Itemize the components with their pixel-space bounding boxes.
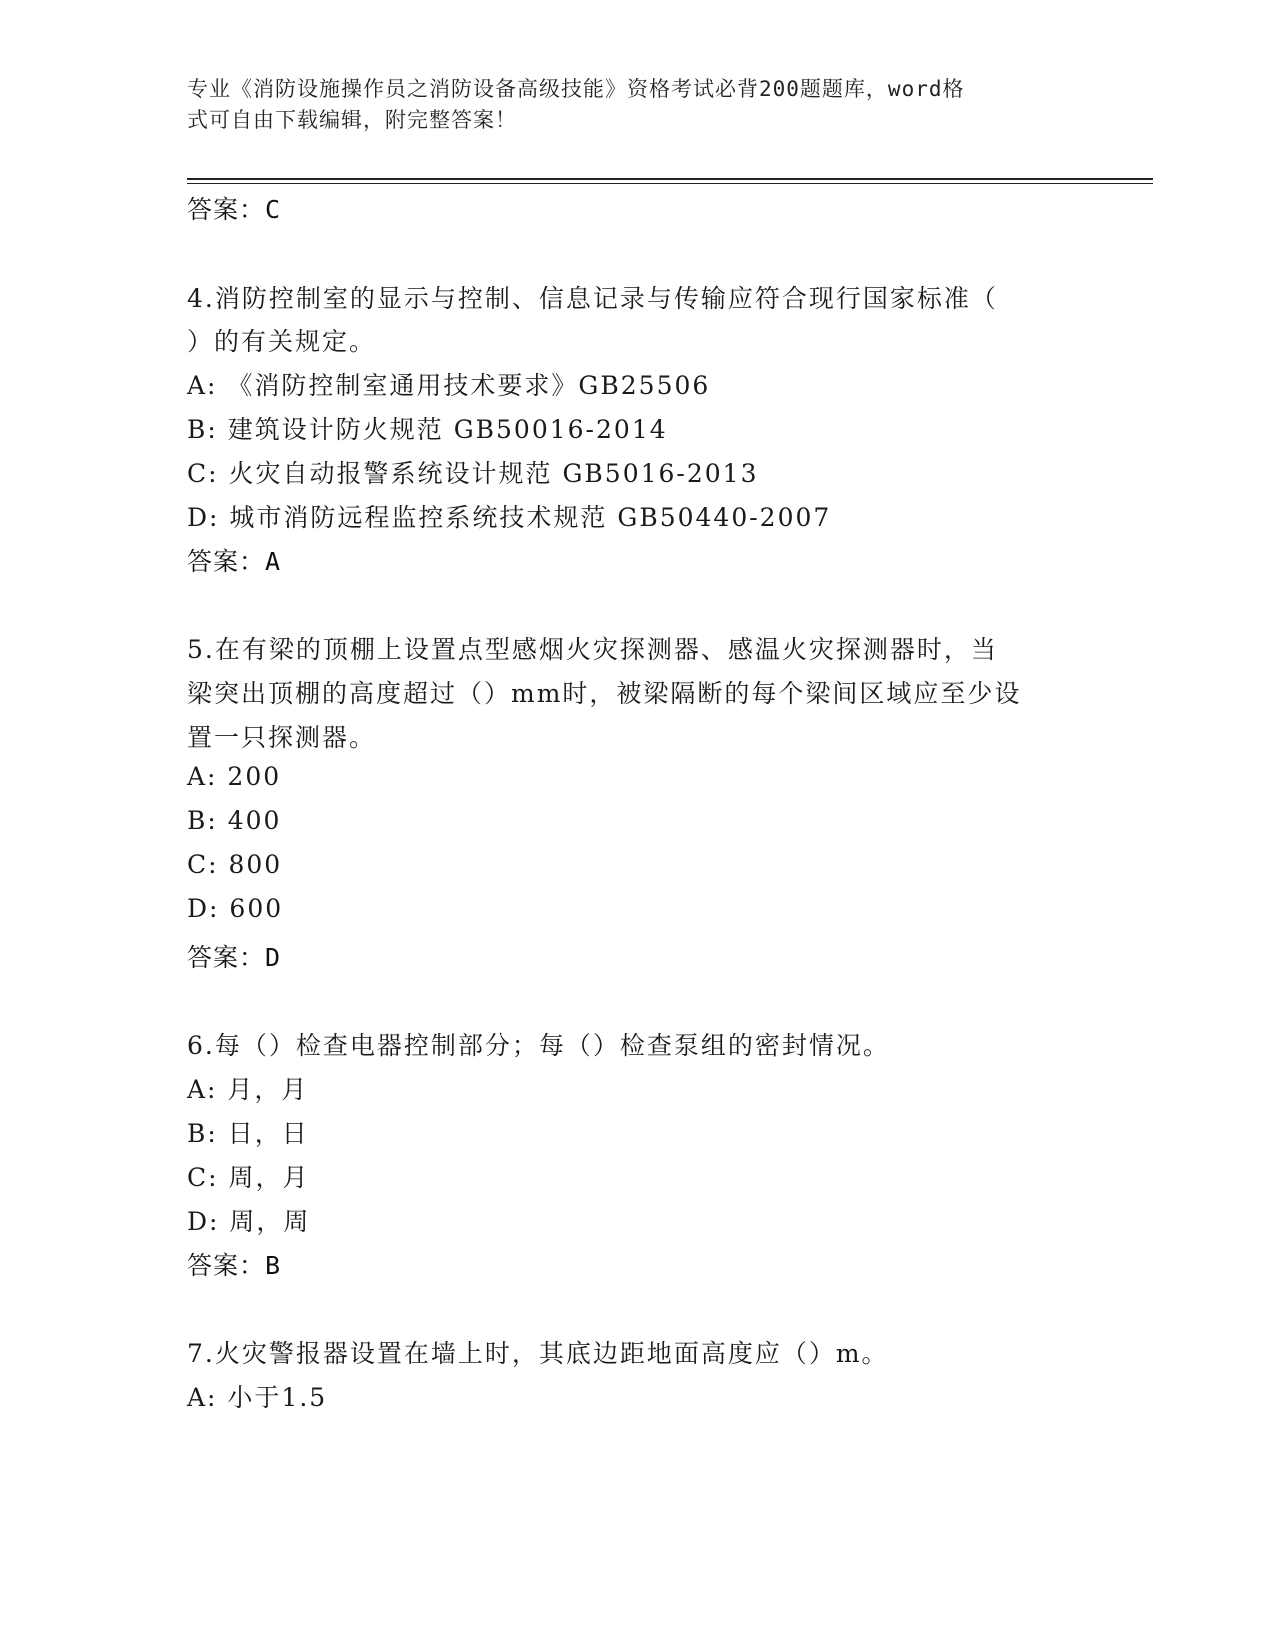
question-5-stem-line-1: 5.在有梁的顶棚上设置点型感烟火灾探测器、感温火灾探测器时，当 [187, 635, 998, 664]
previous-answer: 答案：C [187, 195, 282, 224]
question-6-option-b: B: 日，日 [187, 1119, 309, 1148]
question-4-stem-line-2: ）的有关规定。 [187, 327, 377, 356]
question-7-stem-line-1: 7.火灾警报器设置在墙上时，其底边距地面高度应（）m。 [187, 1339, 889, 1368]
question-4-stem-line-1: 4.消防控制室的显示与控制、信息记录与传输应符合现行国家标准（ [187, 284, 998, 313]
header-line-1: 专业《消防设施操作员之消防设备高级技能》资格考试必背200题题库，word格 [187, 77, 965, 101]
question-5-answer: 答案：D [187, 943, 282, 972]
question-5-option-b: B: 400 [187, 806, 282, 835]
header-line-2: 式可自由下载编辑，附完整答案！ [187, 108, 517, 132]
question-6-option-d: D: 周，周 [187, 1207, 311, 1236]
question-4-option-c: C: 火灾自动报警系统设计规范 GB5016-2013 [187, 459, 759, 488]
header-divider [187, 178, 1153, 180]
document-header [187, 74, 1067, 136]
question-5-option-d: D: 600 [187, 894, 284, 923]
question-7-option-a: A: 小于1.5 [187, 1383, 328, 1412]
question-6-answer: 答案：B [187, 1251, 282, 1280]
question-5-option-a: A: 200 [187, 762, 282, 791]
question-4-answer: 答案：A [187, 547, 282, 576]
question-6-stem-line-1: 6.每（）检查电器控制部分；每（）检查泵组的密封情况。 [187, 1031, 890, 1060]
header-divider-thin [187, 183, 1153, 184]
question-5-stem-line-3: 置一只探测器。 [187, 723, 377, 752]
question-6-option-c: C: 周，月 [187, 1163, 310, 1192]
question-6-option-a: A: 月，月 [187, 1075, 309, 1104]
question-5-stem-line-2: 梁突出顶棚的高度超过（）mm时，被梁隔断的每个梁间区域应至少设 [187, 679, 1022, 708]
question-4-option-b: B: 建筑设计防火规范 GB50016-2014 [187, 415, 668, 444]
question-4-option-a: A: 《消防控制室通用技术要求》GB25506 [187, 371, 711, 400]
question-4-option-d: D: 城市消防远程监控系统技术规范 GB50440-2007 [187, 503, 832, 532]
question-5-option-c: C: 800 [187, 850, 283, 879]
